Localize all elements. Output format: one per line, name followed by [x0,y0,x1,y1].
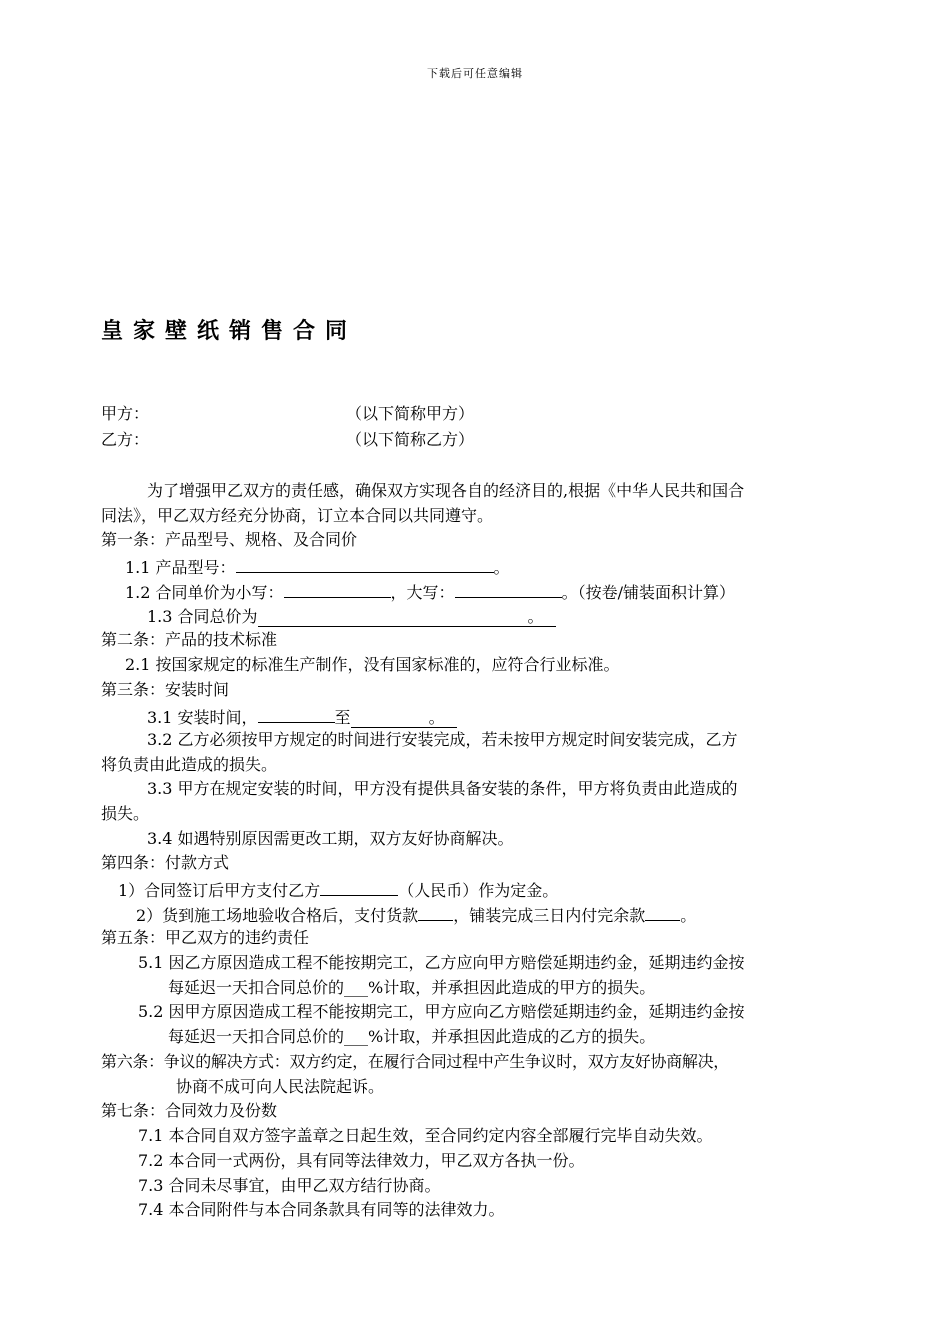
clause-1-2-end: 。（按卷/铺装面积计算） [561,583,735,602]
article-7-heading: 第七条：合同效力及份数 [101,1101,278,1120]
article-2-heading: 第二条：产品的技术标准 [101,630,278,649]
article-5-heading: 第五条：甲乙双方的违约责任 [101,928,310,947]
clause-5-2-line-1: 5.2 因甲方原因造成工程不能按期完工，甲方应向乙方赔偿延期违约金，延期违约金按 [138,1002,745,1021]
balance-blank [645,903,680,921]
clause-3-3-line-2: 损失。 [101,804,150,823]
clause-4-1-b: （人民币）作为定金。 [398,881,559,900]
clause-3-1-label: 3.1 安装时间， [147,708,258,727]
clause-1-1-label: 1.1 产品型号： [125,558,236,577]
clause-1-1-end: 。 [493,558,510,577]
payment-blank [418,903,453,921]
article-6-line-2: 协商不成可向人民法院起诉。 [176,1077,385,1096]
clause-7-3: 7.3 合同未尽事宜，由甲乙双方结行协商。 [138,1176,441,1195]
install-end-blank [351,708,457,728]
product-model-blank [236,555,494,573]
clause-7-1: 7.1 本合同自双方签字盖章之日起生效，至合同约定内容全部履行完毕自动失效。 [138,1126,713,1145]
article-3-heading: 第三条：安装时间 [101,680,230,699]
party-b-label: 乙方： [101,430,150,449]
party-b-note: （以下简称乙方） [346,430,475,449]
clause-4-1 [118,878,558,901]
party-b-row [101,430,149,450]
clause-3-1-end: 。 [428,708,445,727]
intro-line-2: 同法》，甲乙双方经充分协商，订立本合同以共同遵守。 [101,506,494,525]
unit-price-upper-blank [455,580,562,598]
article-4-heading: 第四条：付款方式 [101,853,230,872]
deposit-blank [320,878,398,896]
clause-3-4: 3.4 如遇特别原因需更改工期，双方友好协商解决。 [147,829,514,848]
clause-1-3 [147,605,556,627]
clause-5-2-line-2: 每延迟一天扣合同总价的___%计取，并承担因此造成的乙方的损失。 [168,1027,656,1046]
clause-3-1 [147,705,457,728]
page-header-note: 下载后可任意编辑 [427,67,523,80]
clause-3-2-line-1: 3.2 乙方必须按甲方规定的时间进行安装完成，若未按甲方规定时间安装完成，乙方 [147,730,738,749]
intro-line-1: 为了增强甲乙双方的责任感，确保双方实现各自的经济目的,根据《中华人民共和国合 [147,481,745,500]
clause-2-1: 2.1 按国家规定的标准生产制作，没有国家标准的，应符合行业标准。 [125,655,620,674]
party-a-note: （以下简称甲方） [346,404,475,423]
clause-4-2-a: 2）货到施工场地验收合格后，支付货款 [136,906,419,925]
clause-7-4: 7.4 本合同附件与本合同条款具有同等的法律效力。 [138,1200,505,1219]
clause-1-2-label: 1.2 合同单价为小写： [125,583,284,602]
clause-1-3-label: 1.3 合同总价为 [147,607,258,626]
clause-4-2-b: ，铺装完成三日内付完余款 [453,906,646,925]
article-1-heading: 第一条：产品型号、规格、及合同价 [101,530,358,549]
clause-3-2-line-2: 将负责由此造成的损失。 [101,755,278,774]
clause-1-3-end: 。 [527,607,544,626]
clause-5-1-line-1: 5.1 因乙方原因造成工程不能按期完工，乙方应向甲方赔偿延期违约金，延期违约金按 [138,953,745,972]
clause-3-1-mid: 至 [334,708,351,727]
unit-price-lower-blank [284,580,391,598]
party-a-row [101,404,149,424]
article-6-line-1: 第六条：争议的解决方式：双方约定，在履行合同过程中产生争议时，双方友好协商解决， [101,1052,730,1071]
clause-1-2 [125,580,735,603]
clause-1-1 [125,555,510,578]
total-price-blank [258,607,556,627]
clause-5-1-line-2: 每延迟一天扣合同总价的___%计取，并承担因此造成的甲方的损失。 [168,978,656,997]
clause-3-3-line-1: 3.3 甲方在规定安装的时间，甲方没有提供具备安装的条件，甲方将负责由此造成的 [147,779,738,798]
party-a-label: 甲方： [101,404,150,423]
clause-4-2 [136,903,696,926]
clause-4-2-c: 。 [680,906,697,925]
clause-1-2-mid: ，大写： [390,583,455,602]
clause-4-1-a: 1）合同签订后甲方支付乙方 [118,881,321,900]
clause-7-2: 7.2 本合同一式两份，具有同等法律效力，甲乙双方各执一份。 [138,1151,585,1170]
contract-title: 皇家壁纸销售合同 [101,319,358,344]
install-start-blank [258,705,335,723]
